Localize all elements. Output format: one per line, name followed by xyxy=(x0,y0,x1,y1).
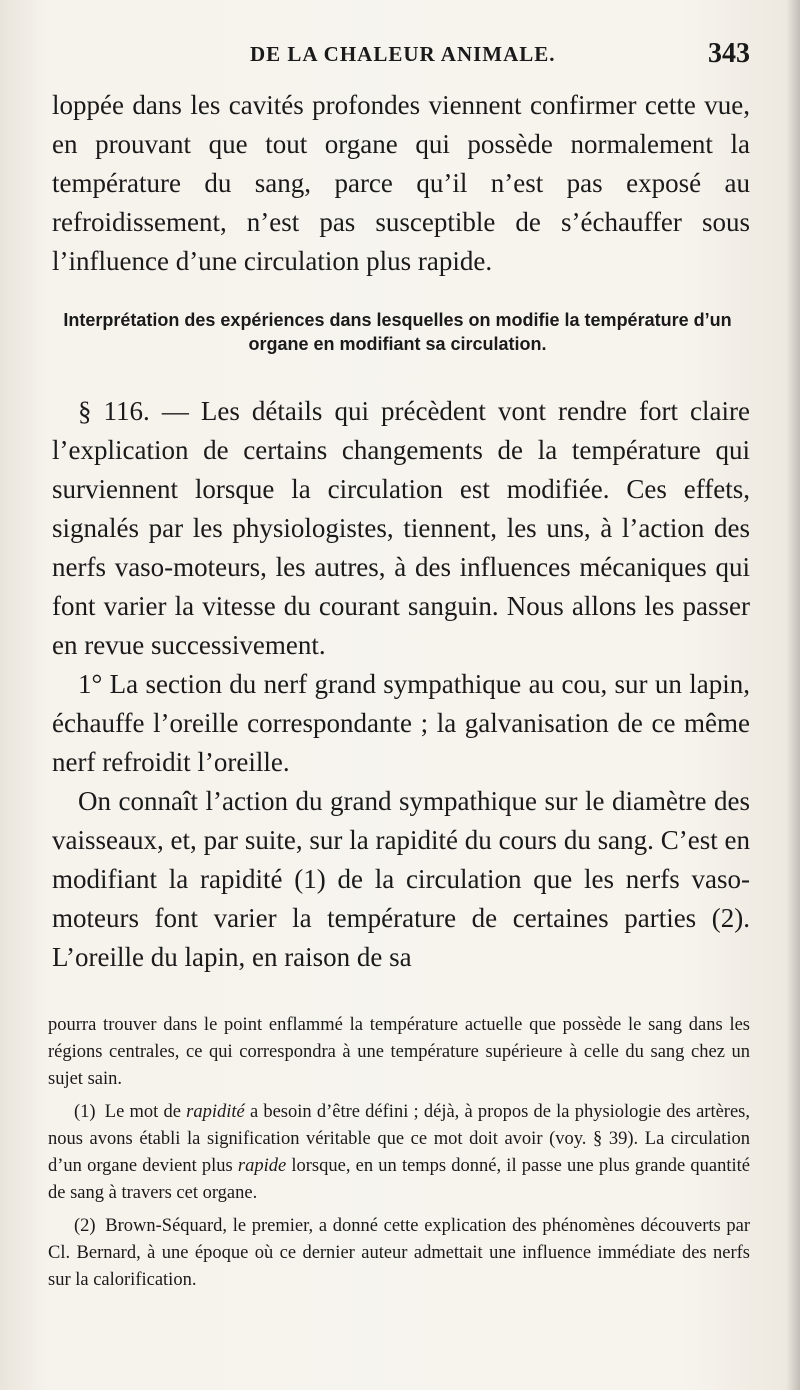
footnote-1-label: (1) xyxy=(74,1102,96,1122)
footnote-1-italic-b: rapide xyxy=(237,1156,287,1176)
footnote-1-italic-a: rapidité xyxy=(186,1102,245,1122)
footnote-1 xyxy=(48,1099,750,1207)
footnote-2-label: (2) xyxy=(74,1216,96,1236)
body-text-top xyxy=(52,86,750,281)
page-number: 343 xyxy=(708,38,750,69)
closing-paragraph: On connaît l’action du grand sympathique sur le diamètre des vaisseaux, et, par suite, sur la rapidité du cours du sang. C’est en modifiant la rapidité (1) de la circulation que les nerfs vaso-moteurs font varier la température de certaines parties (2). L’oreille du lapin, en raison de sa xyxy=(52,786,750,972)
footnote-1-text-c: lorsque, en un temps donné, il passe une plus grande quantité de sang à travers cet organe. xyxy=(48,1156,750,1203)
footnote-2-text: Brown-Séquard, le premier, a donné cette explication des phénomènes découverts par Cl. Bernard, à une époque où ce dernier auteur admettait une influence immédiate des nerfs sur la calorification. xyxy=(48,1216,750,1290)
section-paragraph: § 116. — Les détails qui précèdent vont rendre fort claire l’explication de certains changements de la température qui surviennent lorsque la circulation est modifiée. Ces effets, signalés par les physiologistes, tiennent, les uns, à l’action des nerfs vaso-moteurs, les autres, à des influences mécaniques qui font varier la vitesse du courant sanguin. Nous allons les passer en revue successivement. xyxy=(52,396,750,660)
item1-paragraph: 1° La section du nerf grand sympathique au cou, sur un lapin, échauffe l’oreille correspondante ; la galvanisation de ce même nerf refroidit l’oreille. xyxy=(52,669,750,777)
footnotes xyxy=(48,1012,750,1300)
footnote-1-text-a: Le mot de xyxy=(104,1102,181,1122)
section-heading: Interprétation des expériences dans lesquelles on modifie la température d’un organe en modifiant sa circulation. xyxy=(63,310,732,354)
opening-paragraph: loppée dans les cavités profondes viennent confirmer cette vue, en prouvant que tout organe qui possède normalement la température du sang, parce qu’il n’est pas exposé au refroidissement, n’est pas susceptible de s’échauffer sous l’influence d’une circulation plus rapide. xyxy=(52,90,750,276)
running-title: DE LA CHALEUR ANIMALE. xyxy=(250,42,556,66)
footnote-2 xyxy=(48,1213,750,1294)
footnote-continuation: pourra trouver dans le point enflammé la température actuelle que possède le sang dans les régions centrales, ce qui correspondra à une température supérieure à celle du sang chez un sujet sain. xyxy=(48,1015,750,1089)
page-header xyxy=(60,38,750,78)
footnote-1-text-b: a besoin d’être défini ; déjà, à propos de la physiologie des artères, nous avons établi la signification véritable que ce mot doit avoir (voy. § 39). La circulation d’un organe devient plus xyxy=(48,1102,750,1176)
body-text-main xyxy=(52,392,750,977)
